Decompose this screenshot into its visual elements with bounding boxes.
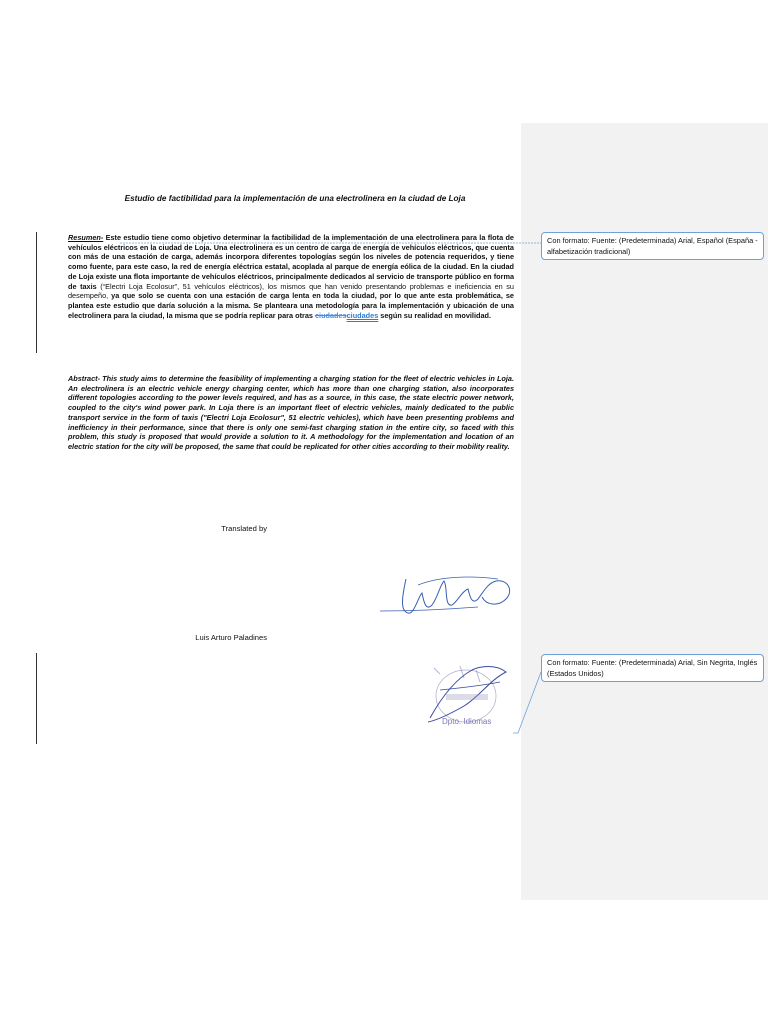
- change-bar-signature: [36, 653, 37, 744]
- translator-name: Luis Arturo Paladines: [195, 633, 267, 642]
- tracked-insertion[interactable]: ciudades: [346, 310, 379, 320]
- comment-balloon-format-2[interactable]: [541, 654, 764, 682]
- resumen-text-2: ya que solo se cuenta con una estación de carga lenta en toda la ciudad, por lo que ante esta problemática, se plantea este estudio que daría solución a la misma. Se planteara una metodología para la implementación y ubicación de una electrolinera para la ciudad, la misma que se podría replicar para otras: [68, 291, 514, 320]
- abstract-paragraph[interactable]: [68, 374, 514, 452]
- comment-text-2: Con formato: Fuente: (Predeterminada) Arial, Sin Negrita, Inglés (Estados Unidos): [547, 658, 758, 678]
- change-bar-resumen: [36, 232, 37, 353]
- tracked-deletion[interactable]: ciudades: [314, 310, 347, 320]
- document-title: Estudio de factibilidad para la implementación de una electrolinera en la ciudad de Loja: [124, 194, 466, 203]
- comment-text-1: Con formato: Fuente: (Predeterminada) Arial, Español (España - alfabetización tradicional): [547, 236, 758, 256]
- resumen-text-1: Este estudio tiene como objetivo determinar la factibilidad de la implementación de una electrolinera para la flota de vehículos eléctricos en la ciudad de Loja. Una electrolinera es un centro de carga de energía de vehículos eléctricos, que cuenta con más de una estación de carga, además incorpora diferentes topologías según los niveles de potencia requeridos, y tiene como fuente, para este caso, la red de energía eléctrica estatal, acoplada al parque de energía eólica de la ciudad. En la ciudad de Loja existe una flota importante de vehículos eléctricos, principalmente dedicados al servicio de transporte público en forma de taxis: [68, 233, 514, 291]
- abstract-text: Abstract- This study aims to determine the feasibility of implementing a charging station for the fleet of electric vehicles in Loja. An electrolinera is an electric vehicle energy charging center, which has more than one charging station, also incorporates different topologies according to the power levels required, and has as a source, in this case, the state electric power network, coupled to the city's wind power park. In Loja there is an important fleet of electric vehicles, mainly dedicated to the public transport service in the form of taxis ("Electri Loja Ecolosur", 51 electric vehicles), which have been presenting problems and inefficiency in their performance, since that there is only one semi-fast charging station in the entire city, so faced with this problem, this study is proposed that would provide a solution to it. A methodology for the implementation and location of an electric station for the city will be proposed, the same that could be replicated for other cities according to their mobility reality.: [68, 374, 514, 451]
- resumen-plain-part: (“Electri Loja Ecolosur”, 51 vehículos eléctricos), los mismos que han venido presentando problemas e ineficiencia en su desempeño,: [68, 281, 514, 301]
- stamp-text: Dpto. Idiomas: [442, 717, 492, 726]
- resumen-lead: Resumen-: [68, 233, 104, 242]
- comment-balloon-format-1[interactable]: [541, 232, 764, 260]
- resumen-paragraph[interactable]: [68, 233, 514, 320]
- translator-signature: [378, 567, 518, 629]
- translated-by-label: Translated by: [221, 524, 267, 533]
- resumen-text-3: según su realidad en movilidad.: [378, 310, 491, 320]
- department-stamp: [420, 660, 520, 740]
